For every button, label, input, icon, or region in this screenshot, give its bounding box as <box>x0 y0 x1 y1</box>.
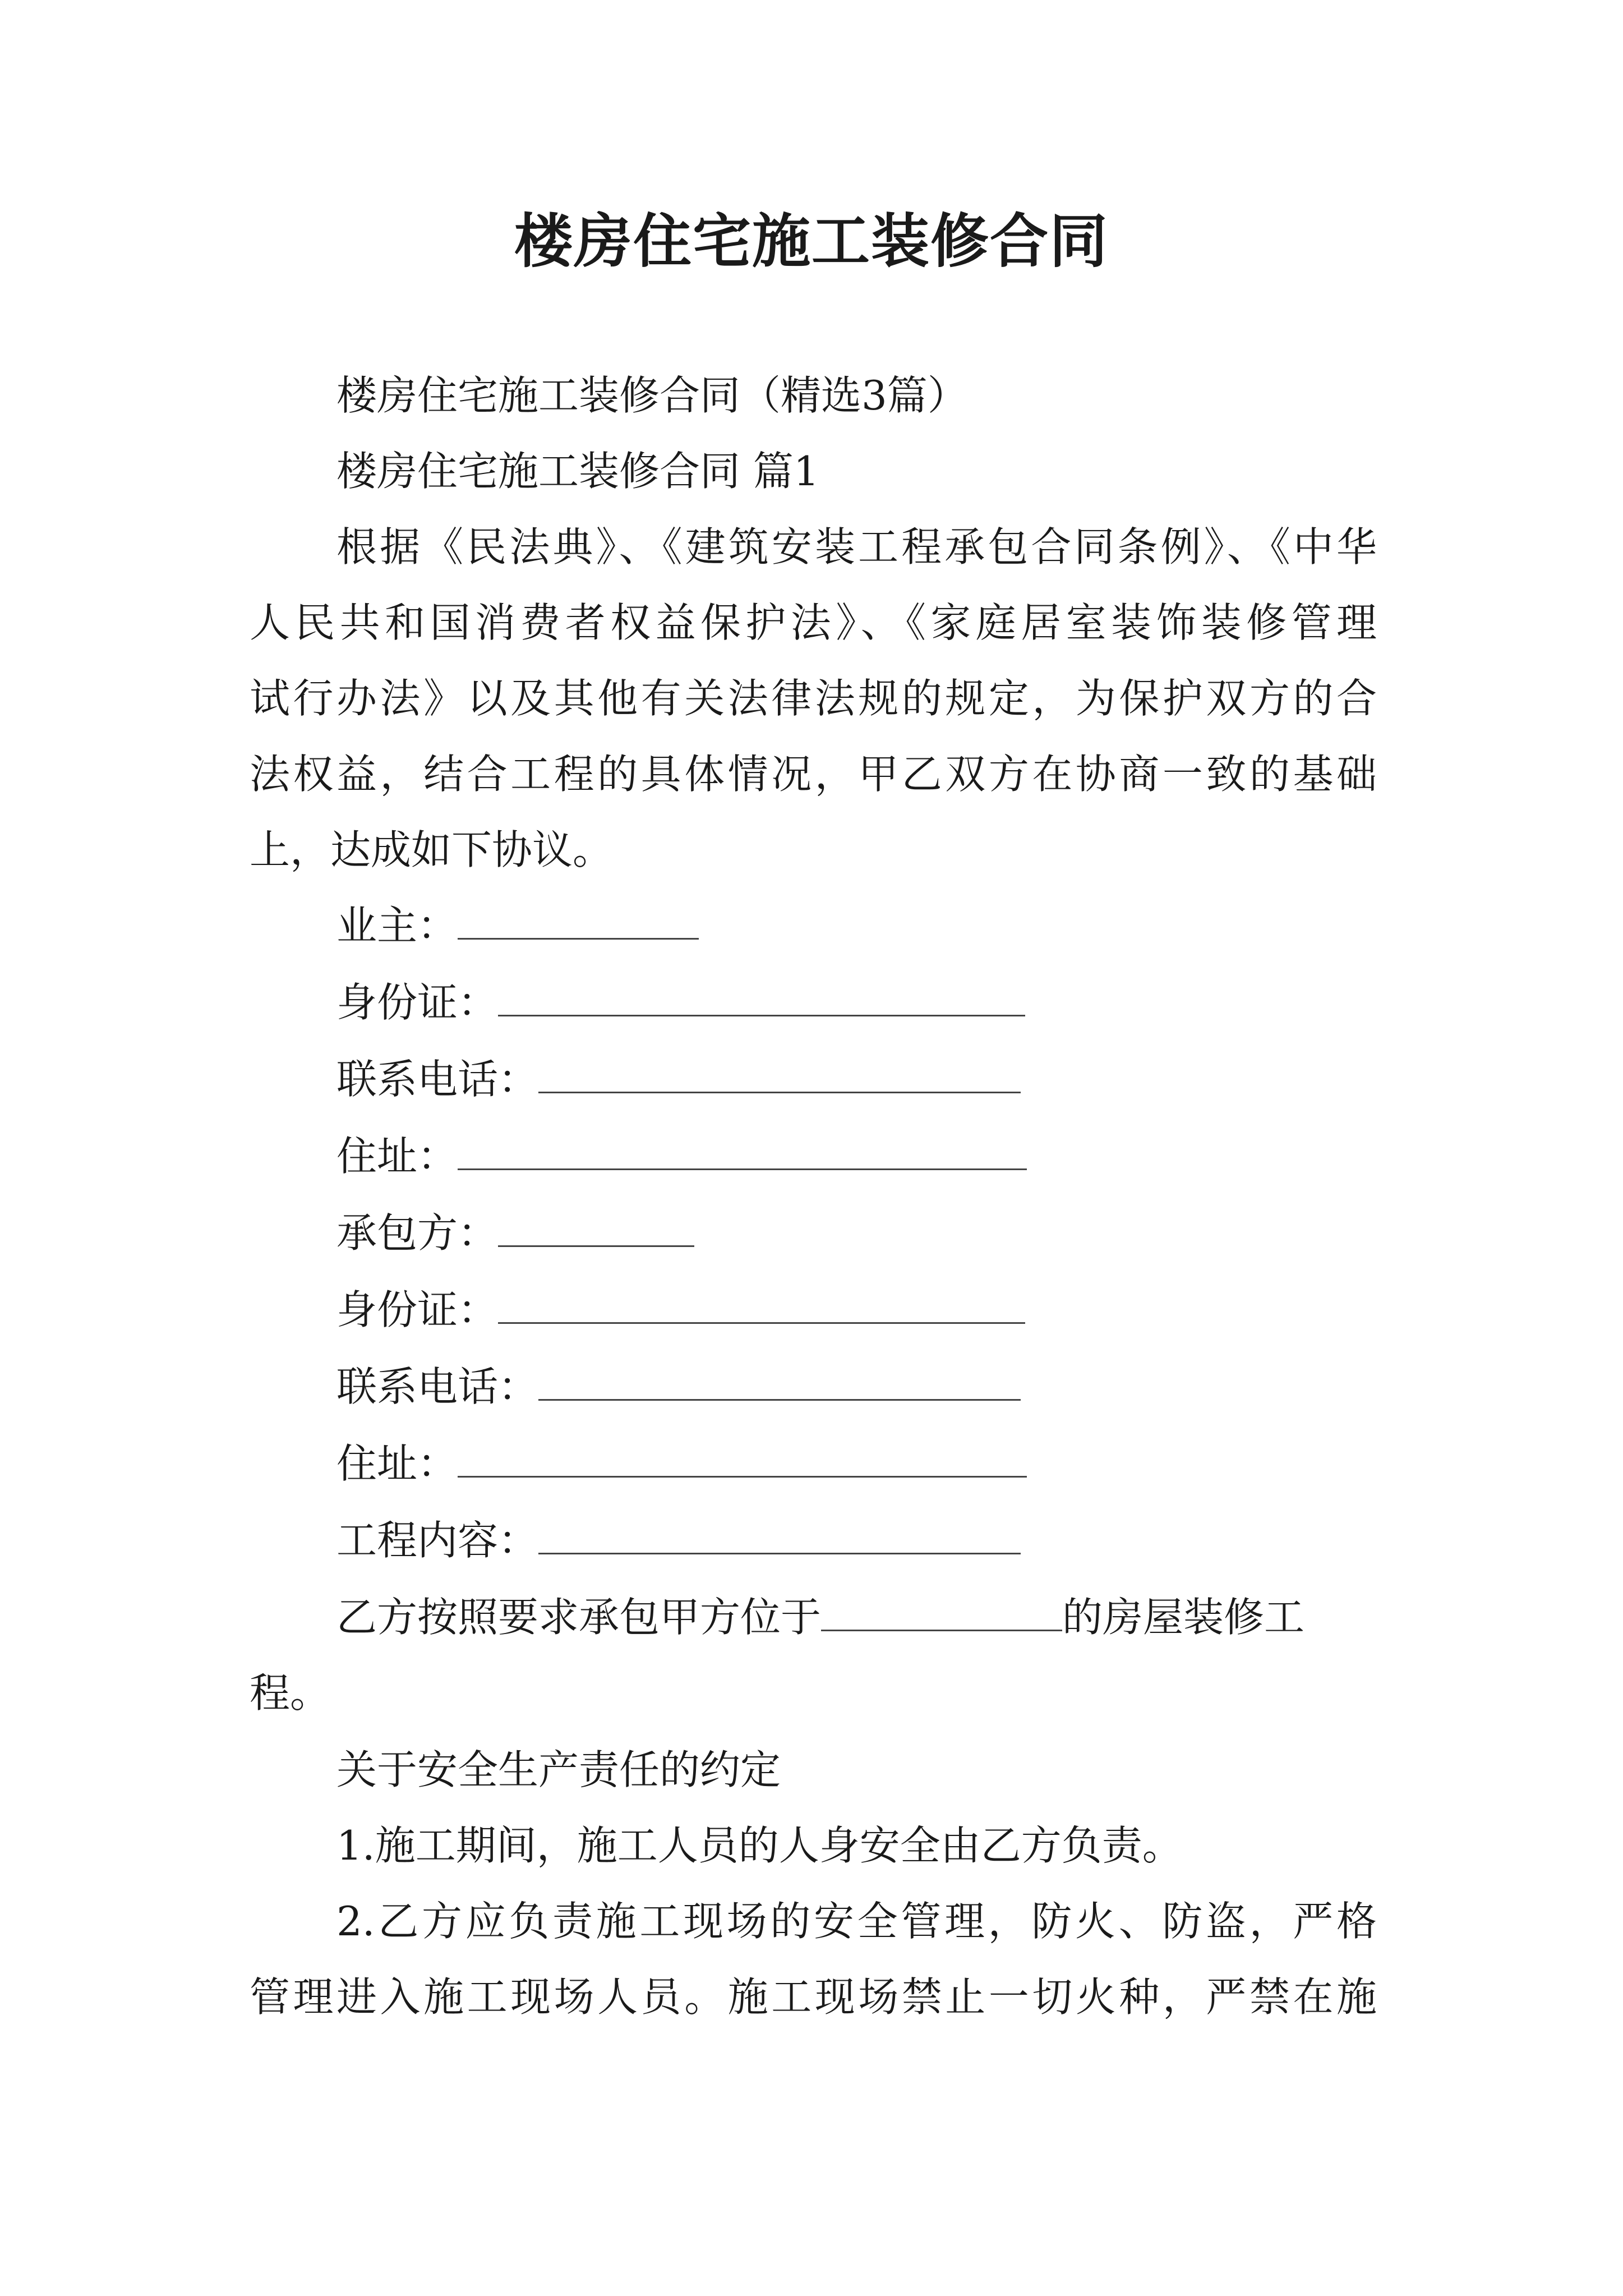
field-contractor-address <box>336 1435 1027 1492</box>
field-contractor-phone-blank[interactable] <box>538 1360 1021 1401</box>
field-contractor-id-label: 身份证： <box>336 1286 499 1333</box>
field-owner-id-label: 身份证： <box>336 979 499 1026</box>
field-owner-address-label: 住址： <box>336 1133 458 1180</box>
intro-line-1: 根据《民法典》、《建筑安装工程承包合同条例》、《中华 <box>336 523 1377 570</box>
field-owner-address-blank[interactable] <box>458 1129 1027 1170</box>
field-project-content-blank[interactable] <box>538 1513 1021 1554</box>
project-location-after: 的房屋装修工 <box>1062 1594 1305 1641</box>
field-project-content <box>336 1512 1021 1568</box>
field-contractor <box>336 1205 694 1261</box>
safety-heading: 关于安全生产责任的约定 <box>336 1746 781 1793</box>
field-owner-phone <box>336 1051 1021 1107</box>
field-contractor-address-label: 住址： <box>336 1440 458 1487</box>
safety-item-2-line-2: 管理进入施工现场人员。施工现场禁止一切火种，严禁在施 <box>250 1973 1377 2021</box>
field-contractor-phone-label: 联系电话： <box>336 1363 539 1410</box>
field-contractor-blank[interactable] <box>498 1206 694 1247</box>
field-contractor-id-blank[interactable] <box>498 1283 1025 1324</box>
field-contractor-address-blank[interactable] <box>458 1437 1027 1478</box>
field-owner-blank[interactable] <box>458 899 699 940</box>
intro-line-3: 试行办法》以及其他有关法律法规的规定，为保护双方的合 <box>250 675 1377 722</box>
field-contractor-phone <box>336 1359 1021 1415</box>
field-owner <box>336 898 699 954</box>
project-location-line <box>336 1589 1304 1645</box>
intro-line-2: 人民共和国消费者权益保护法》、《家庭居室装饰装修管理 <box>250 599 1377 646</box>
project-location-end: 程。 <box>250 1669 331 1717</box>
field-owner-phone-label: 联系电话： <box>336 1056 539 1103</box>
safety-item-2-line-1: 2.乙方应负责施工现场的安全管理，防火、防盗，严格 <box>336 1898 1377 1945</box>
field-project-content-label: 工程内容： <box>336 1517 539 1564</box>
intro-line-5: 上，达成如下协议。 <box>250 826 614 873</box>
safety-item-1: 1.施工期间，施工人员的人身安全由乙方负责。 <box>336 1822 1183 1869</box>
intro-line-4: 法权益，结合工程的具体情况，甲乙双方在协商一致的基础 <box>250 751 1377 798</box>
field-owner-id <box>336 974 1025 1030</box>
project-location-before: 乙方按照要求承包甲方位于 <box>336 1594 822 1641</box>
section-heading: 楼房住宅施工装修合同 篇1 <box>336 448 819 495</box>
field-owner-address <box>336 1128 1027 1184</box>
project-location-blank[interactable] <box>821 1590 1062 1631</box>
document-subtitle: 楼房住宅施工装修合同（精选3篇） <box>336 372 968 419</box>
field-owner-phone-blank[interactable] <box>538 1052 1021 1093</box>
field-contractor-label: 承包方： <box>336 1209 499 1257</box>
field-owner-label: 业主： <box>336 902 458 949</box>
field-contractor-id <box>336 1282 1025 1338</box>
field-owner-id-blank[interactable] <box>498 976 1025 1016</box>
document-title: 楼房住宅施工装修合同 <box>514 207 1109 275</box>
